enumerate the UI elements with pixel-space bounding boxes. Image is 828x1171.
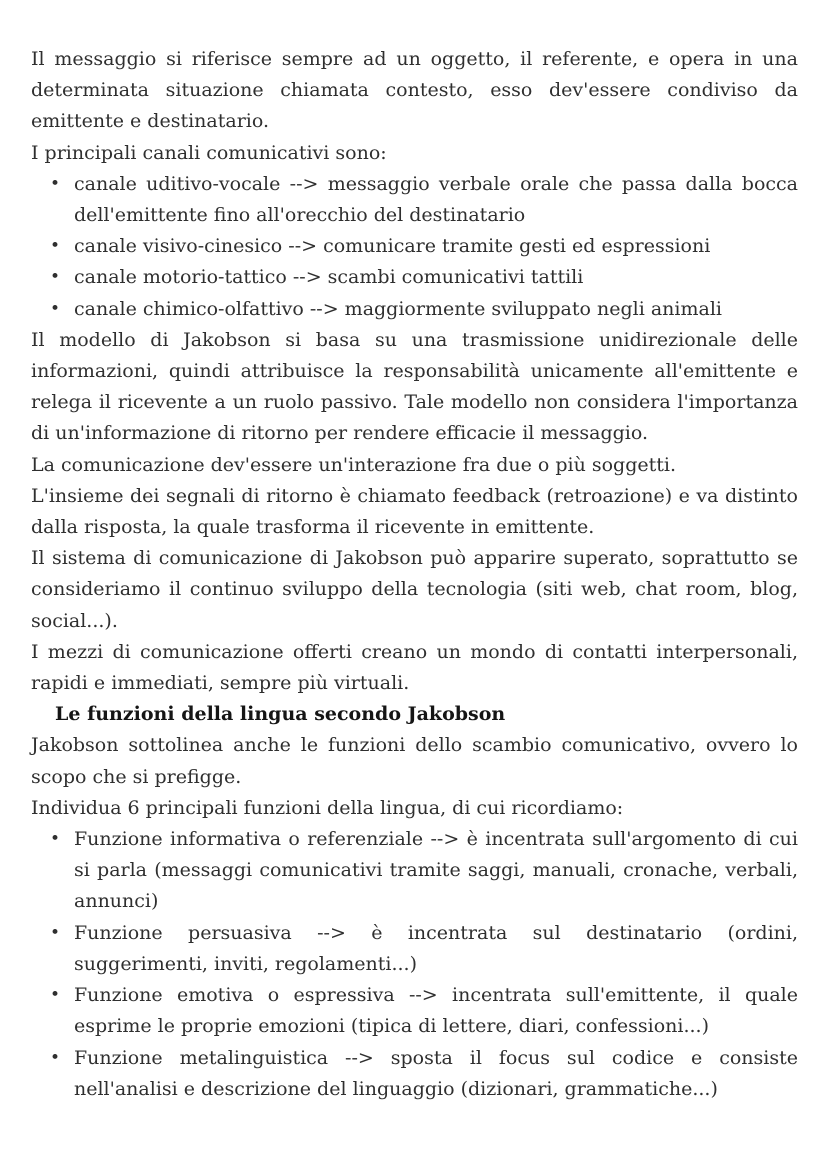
paragraph-canali-intro: I principali canali comunicativi sono: xyxy=(31,141,387,164)
list-item xyxy=(50,918,798,980)
bullet-icon: • xyxy=(50,922,61,943)
list-item-text: canale visivo-cinesico --> comunicare tramite gesti ed espressioni xyxy=(74,235,711,258)
paragraph-funzioni-elenco-intro: Individua 6 principali funzioni della lingua, di cui ricordiamo: xyxy=(31,796,624,819)
list-item-text: Funzione emotiva o espressiva --> incentrata sull'emittente, il quale esprime le proprie emozioni (tipica di lettere, diari, confessioni...) xyxy=(74,984,798,1038)
list-item xyxy=(50,231,798,262)
list-item-text: Funzione persuasiva --> è incentrata sul destinatario (ordini, suggerimenti, inviti, regolamenti...) xyxy=(74,921,798,975)
bullet-icon: • xyxy=(50,173,61,194)
functions-list xyxy=(31,824,798,1105)
bullet-icon: • xyxy=(50,985,61,1006)
list-item-text: Funzione metalinguistica --> sposta il focus sul codice e consiste nell'analisi e descrizione del linguaggio (dizionari, grammatiche...) xyxy=(74,1046,798,1100)
paragraph-mezzi: I mezzi di comunicazione offerti creano un mondo di contatti interpersonali, rapidi e immediati, sempre più virtuali. xyxy=(31,640,798,695)
list-item-text: Funzione informativa o referenziale --> è incentrata sull'argomento di cui si parla (messaggi comunicativi tramite saggi, manuali, cronache, verbali, annunci) xyxy=(74,828,798,913)
list-item xyxy=(50,824,798,918)
list-item xyxy=(50,980,798,1042)
bullet-icon: • xyxy=(50,298,61,319)
paragraph-referente: Il messaggio si riferisce sempre ad un oggetto, il referente, e opera in una determinata situazione chiamata contesto, esso dev'essere condiviso da emittente e destinatario. xyxy=(31,48,798,133)
paragraph-tecnologia: Il sistema di comunicazione di Jakobson può apparire superato, soprattutto se consideriamo il continuo sviluppo della tecnologia (siti web, chat room, blog, social...). xyxy=(31,547,798,632)
list-item xyxy=(50,294,798,325)
section-heading: Le funzioni della lingua secondo Jakobson xyxy=(55,703,506,726)
list-item xyxy=(50,262,798,293)
list-item-text: canale motorio-tattico --> scambi comunicativi tattili xyxy=(74,266,584,289)
paragraph-interazione: La comunicazione dev'essere un'interazione fra due o più soggetti. xyxy=(31,453,677,476)
list-item xyxy=(50,169,798,231)
bullet-icon: • xyxy=(50,236,61,257)
channels-list xyxy=(31,169,798,325)
paragraph-modello-jakobson: Il modello di Jakobson si basa su una trasmissione unidirezionale delle informazioni, quindi attribuisce la responsabilità unicamente all'emittente e relega il ricevente a un ruolo passivo. Tale modello non considera l'importanza di un'informazione di ritorno per rendere efficacie il messaggio. xyxy=(31,328,798,445)
paragraph-funzioni-intro: Jakobson sottolinea anche le funzioni dello scambio comunicativo, ovvero lo scopo che si prefigge. xyxy=(31,734,798,788)
bullet-icon: • xyxy=(50,1047,61,1068)
list-item-text: canale chimico-olfattivo --> maggiormente sviluppato negli animali xyxy=(74,297,722,320)
list-item xyxy=(50,1043,798,1105)
bullet-icon: • xyxy=(50,829,61,850)
paragraph-feedback: L'insieme dei segnali di ritorno è chiamato feedback (retroazione) e va distinto dalla risposta, la quale trasforma il ricevente in emittente. xyxy=(31,484,798,539)
list-item-text: canale uditivo-vocale --> messaggio verbale orale che passa dalla bocca dell'emittente fino all'orecchio del destinatario xyxy=(74,172,798,227)
bullet-icon: • xyxy=(50,267,61,288)
